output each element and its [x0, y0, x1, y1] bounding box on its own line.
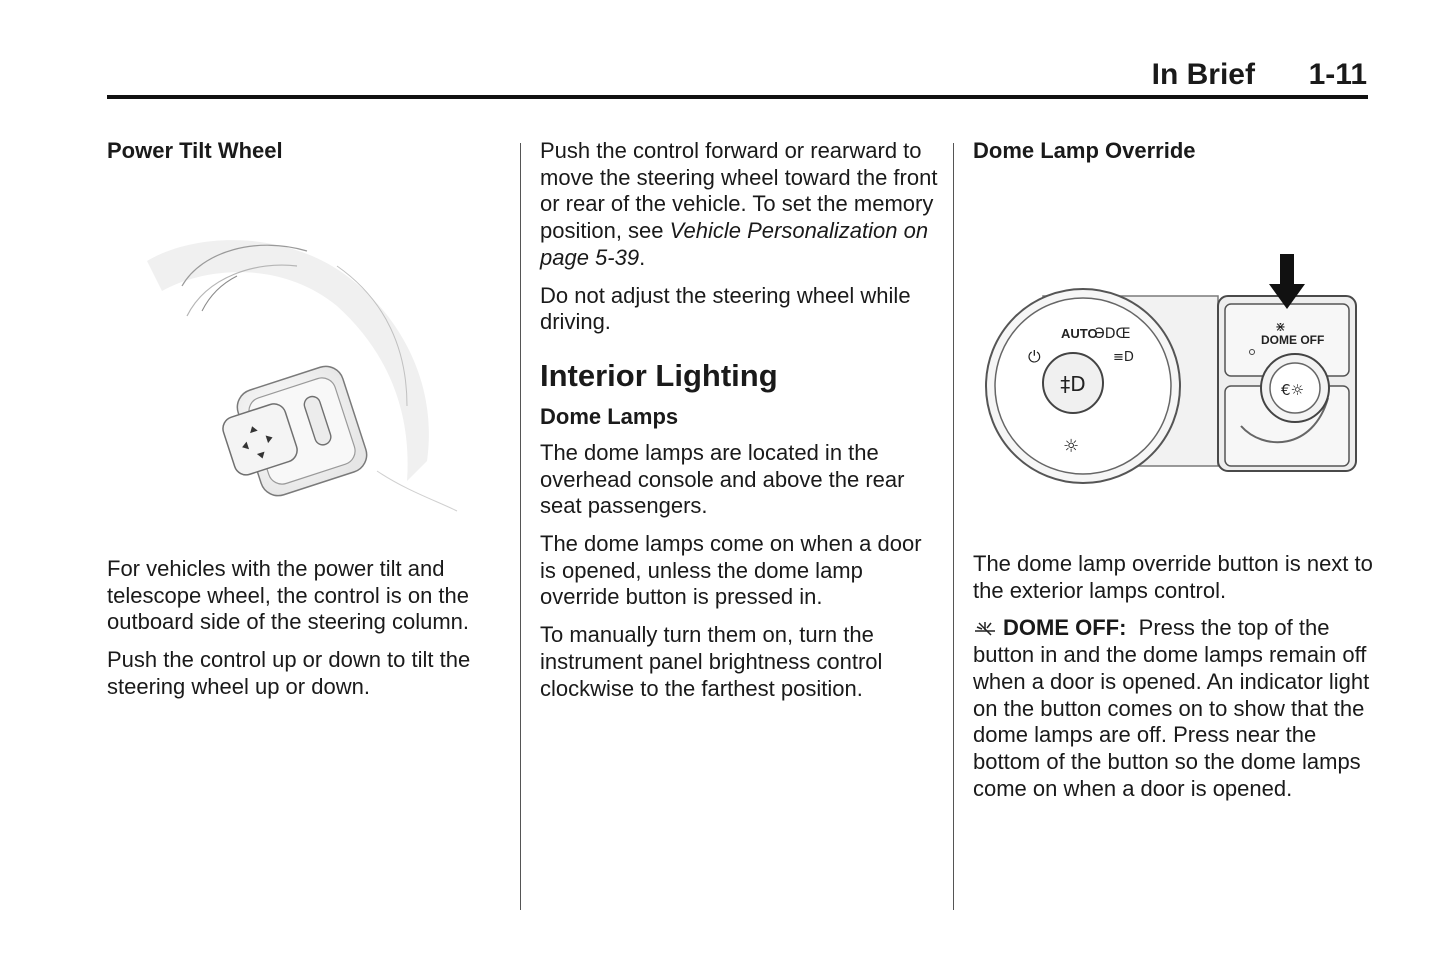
power-tilt-wheel-illustration [107, 181, 467, 536]
column-2 [540, 136, 940, 713]
column-divider [520, 143, 521, 910]
power-tilt-wheel-heading: Power Tilt Wheel [107, 138, 283, 163]
svg-text:⋇: ⋇ [1275, 320, 1286, 335]
column-3 [973, 136, 1373, 813]
dome-lamps-heading: Dome Lamps [540, 403, 679, 429]
col2-paragraph-5: To manually turn them on, turn the instrument panel brightness control clockwise to the farthest position. [540, 622, 883, 701]
svg-text:⏻: ⏻ [1028, 347, 1041, 366]
dome-lamp-override-illustration [973, 176, 1373, 531]
page-header [107, 58, 1367, 98]
col2-paragraph-1: Push the control forward or rearward to move the steering wheel toward the front or rear of the vehicle. To set the memory position, see Vehicle Personalization on page 5-39. [540, 138, 938, 270]
column-divider [953, 143, 954, 910]
svg-text:‡D: ‡D [1060, 372, 1086, 396]
col1-paragraph-1: For vehicles with the power tilt and telescope wheel, the control is on the outboard side of the steering column. [107, 556, 470, 635]
svg-text:☼: ☼ [1063, 436, 1080, 457]
col3-paragraph-1: The dome lamp override button is next to the exterior lamps control. [973, 551, 1373, 603]
header-rule [107, 95, 1368, 99]
col1-paragraph-2: Push the control up or down to tilt the steering wheel up or down. [107, 647, 471, 699]
dome-off-label: DOME OFF [1261, 333, 1325, 347]
col2-paragraph-4: The dome lamps come on when a door is opened, unless the dome lamp override button is pressed in. [540, 531, 922, 610]
auto-label: AUTO [1061, 326, 1098, 341]
svg-text:€☼: €☼ [1281, 381, 1304, 399]
col2-paragraph-2: Do not adjust the steering wheel while driving. [540, 282, 911, 335]
svg-text:ЭDŒ: ЭDŒ [1095, 326, 1131, 342]
dome-off-term: DOME OFF: [1003, 615, 1127, 641]
interior-lighting-heading: Interior Lighting [540, 357, 778, 393]
section-title: In Brief [1151, 58, 1255, 91]
vehicle-personalization-link[interactable]: Vehicle Personalization on page 5-39 [540, 218, 929, 270]
dome-lamp-override-heading: Dome Lamp Override [973, 138, 1196, 163]
svg-text:≡D: ≡D [1113, 350, 1134, 365]
page-number: 1-11 [1308, 58, 1367, 91]
dome-off-icon [973, 619, 997, 637]
col2-paragraph-3: The dome lamps are located in the overhead console and above the rear seat passengers. [540, 439, 905, 519]
col3-paragraph-2: DOME OFF: Press the top of the button in and the dome lamps remain off when a door is opened. An indicator light on the button comes on to show that the dome lamps are off. Press near the bottom of the button so the dome lamps come on when a door is opened. [973, 615, 1370, 801]
column-1 [107, 136, 492, 712]
